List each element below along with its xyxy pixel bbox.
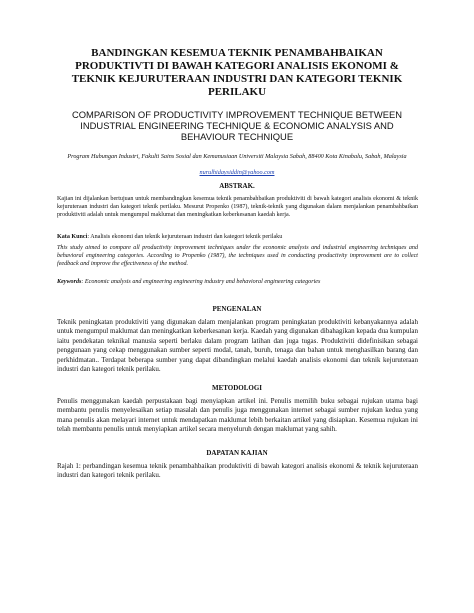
paper-title-english: COMPARISON OF PRODUCTIVITY IMPROVEMENT TECHNIQUE BETWEEN INDUSTRIAL ENGINEERING TECHNIQUE & ECONOMIC ANALYSIS AND BEHAVIOUR TECHNIQUE [71,109,403,142]
metodologi-heading: METODOLOGI [211,384,263,392]
keywords-label: Keywords [57,279,82,285]
author-email-link[interactable]: nurulhidaysiddin@yahoo.com [199,169,275,176]
kata-kunci-label: Kata Kunci [57,234,88,240]
metodologi-body: Penulis menggunakan kaedah perpustakaan bagi menyiapkan artikel ini. Penulis memilih buku sebagai rujukan utama bagi membantu penulis menyelesaikan setiap masalah dan penulis juga menggunakan internet sebagai sumber rujukan kedua yang mana penulis akan melayari internet untuk mendapatkan maklumat lebih berkaitan artikel yang disiapkan. Kesemua rujukan ini telah membantu penulis untuk menyiapkan artikel secara menyeluruh dengan maklumat yang sahih. [57,397,418,434]
dapatan-heading: DAPATAN KAJIAN [206,449,268,457]
pengenalan-heading: PENGENALAN [212,305,262,313]
abstract-english-body: This study aimed to compare all productivity improvement techniques under the economic analysis and industrial engineering techniques and behavioral engineering categories. According to Propenko (1987), the techniques used in conducting productivity improvement are to collect feedback and improve the effectiveness of the method. [57,245,418,268]
paper-title-malay: BANDINGKAN KESEMUA TEKNIK PENAMBAHBAIKAN PRODUKTIVTI DI BAWAH KATEGORI ANALISIS EKONOMI & TEKNIK KEJURUTERAAN INDUSTRI DAN KATEGORI TEKNIK PERILAKU [71,47,403,98]
abstrak-heading: ABSTRAK. [219,182,255,190]
kata-kunci-line [57,233,418,241]
pengenalan-body: Teknik peningkatan produktiviti yang digunakan dalam menjalankan program peningkatan produktiviti kebanyakannya adalah untuk mengumpul maklumat dan meningkatkan keberkesanan kerja. Kaedah yang digunakan dibahagikan kepada dua kumpulan iaitu pendekatan teknikal manusia seperti berlaku dalam program latihan dan juga tugas. Produktiviti didefinisikan sebagai penggunaan yang cekap menggunakan sumber seperti modal, tanah, buruh, tenaga dan bahan untuk menghasilkan barang dan perkhidmatan.. Terdapat beberapa sumber yang dapat dibandingkan melalui kaedah analisis ekonomi dan teknik kejuruteraan industri dan kategori teknik perilaku. [57,318,418,374]
dapatan-body: Rajah 1: perbandingan kesemua teknik penambahbaikan produktiviti di bawah kategori analisis ekonomi & teknik kejuruteraan industri dan kategori teknik perilaku. [57,462,418,480]
keywords-line [57,278,418,286]
kata-kunci-text: : Analisis ekonomi dan teknik kejuruteraan industri dan kategori teknik perilaku [87,234,283,240]
keywords-text: : Economic analysis and engineering engineering industry and behavioral engineering categories [81,279,321,285]
abstrak-body: Kajian ini dijalankan bertujuan untuk membandingkan kesemua teknik penambahbaikan produktiviti di bawah kategori analisis ekonomi & teknik kejuruteraan industri dan kategori teknik perilaku. Mesurut Propenko (1987), teknik-teknik yang digunakan dalam menjalankan penambahbaikan produktiviti adalah untuk mengumpul maklumat dan meningkatkan keberkesanan kaedah kerja. [57,196,418,219]
author-affiliation: Program Hubungan Industri, Fakulti Sains Sosial dan Kemanusiaan Universiti Malaysia Sabah, 88400 Kota Kinabalu, Sabah, Malaysia [67,153,407,160]
